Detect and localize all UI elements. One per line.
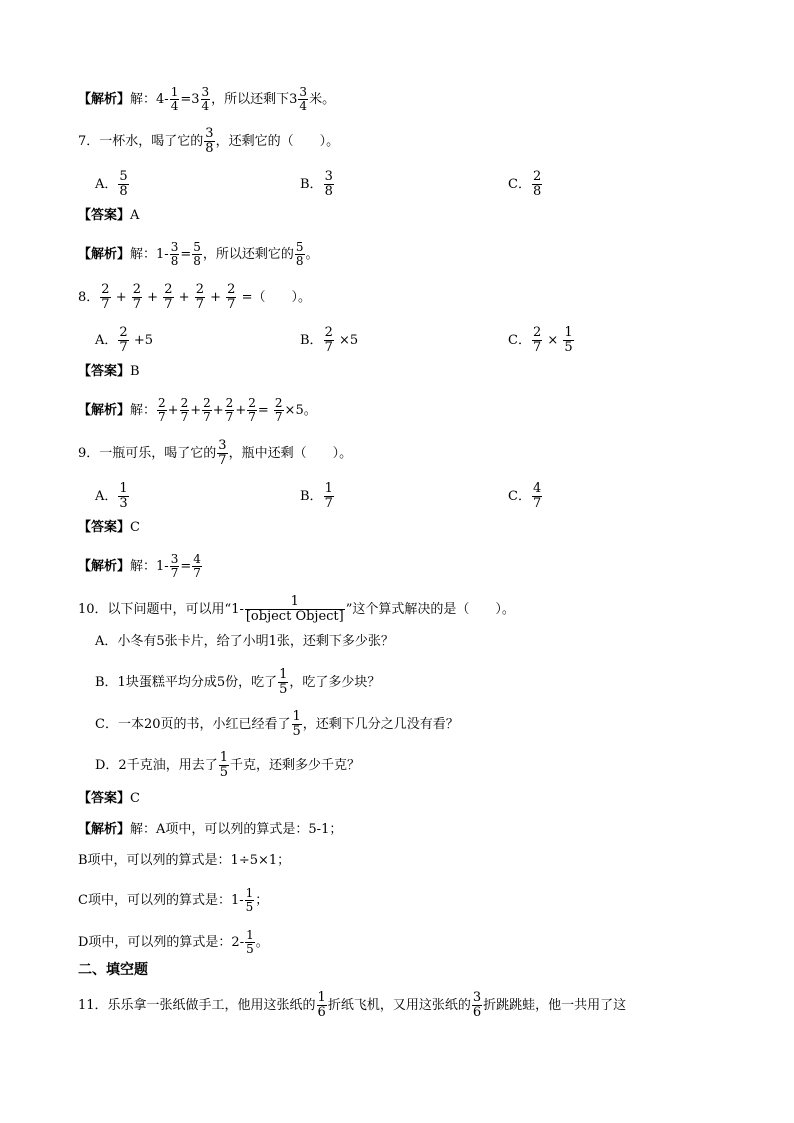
analysis-q6: 【解析】解：4- $\frac{1}{4}$ =3 $\frac{3}{4}$ ，所以还剩下3 $\frac{3}{4}$ 米。 — [78, 85, 336, 113]
fraction: $\frac{3}{8}$ — [170, 240, 179, 268]
section-heading: 二、填空题 — [78, 962, 148, 978]
option-a[interactable]: A． $\frac{1}{3}$ — [95, 481, 128, 511]
question-8: 8． $\frac{2}{7}$ + $\frac{2}{7}$ + $\frac{2}{7}$ + $\frac{2}{7}$ + $\frac{2}{7}$ =（ ）。 — [78, 282, 311, 312]
fraction: $\frac{5}{8}$ — [295, 240, 304, 268]
option-d[interactable]: D．2千克油，用去了 $\frac{1}{5}$ 千克，还剩多少千克？ — [95, 750, 360, 780]
fraction: $\frac{5}{8}$ — [193, 240, 201, 268]
answer-q8: 【答案】B — [78, 364, 140, 379]
option-b[interactable]: B． $\frac{1}{7}$ — [300, 481, 333, 511]
question-10: 10．以下问题中，可以用“1- $\frac{1}{\text{[object Object]}}$ ”这个算式解决的是（ ）。 — [78, 594, 515, 624]
question-9: 9．一瓶可乐，喝了它的 $\frac{3}{7}$ ，瓶中还剩（ ）。 — [78, 438, 353, 468]
fraction: $\frac{3}{4}$ — [201, 85, 210, 113]
fraction: $\frac{3}{8}$ — [205, 126, 214, 156]
analysis-q10-b: B项中，可以列的算式是：1÷5×1； — [78, 853, 291, 868]
fraction: $\frac{1}{4}$ — [170, 85, 179, 113]
answer-q9: 【答案】C — [78, 520, 140, 535]
fraction: $\frac{2}{8}$ — [532, 169, 542, 199]
option-c[interactable]: C． $\frac{4}{7}$ — [508, 481, 542, 511]
analysis-q10-c: C项中，可以列的算式是：1- $\frac{1}{5}$ ； — [78, 886, 269, 914]
fraction: $\frac{5}{8}$ — [119, 169, 128, 199]
option-b[interactable]: B． $\frac{2}{7}$ ×5 — [300, 325, 359, 355]
question-11: 11．乐乐拿一张纸做手工，他用这张纸的 $\frac{1}{6}$ 折纸飞机，又用这张纸的 $\frac{3}{6}$ 折跳跳蛙，他一共用了这 — [78, 990, 627, 1020]
question-7: 7．一杯水，喝了它的 $\frac{3}{8}$ ，还剩它的（ ）。 — [78, 126, 340, 156]
fraction: $\frac{3}{4}$ — [299, 85, 308, 113]
analysis-q7: 【解析】解：1- $\frac{3}{8}$ = $\frac{5}{8}$ ，所以还剩它的 $\frac{5}{8}$ 。 — [78, 240, 319, 268]
option-a[interactable]: A．小冬有5张卡片，给了小明1张，还剩下多少张？ — [95, 634, 394, 649]
fraction: $\frac{3}{8}$ — [324, 169, 333, 199]
option-b[interactable]: B． $\frac{3}{8}$ — [300, 169, 333, 199]
option-c[interactable]: C．一本20页的书，小红已经看了 $\frac{1}{5}$ ，还剩下几分之几没有看？ — [95, 709, 459, 739]
analysis-q8: 【解析】解： $\frac{2}{7}$ + $\frac{2}{7}$ + $\frac{2}{7}$ + $\frac{2}{7}$ + $\frac{2}{7}$ = $\frac{2}{7}$ ×5。 — [78, 396, 317, 424]
answer-q7: 【答案】A — [78, 208, 140, 223]
option-a[interactable]: A． $\frac{2}{7}$ +5 — [95, 325, 153, 355]
analysis-q10-d: D项中，可以列的算式是：2- $\frac{1}{5}$ 。 — [78, 928, 269, 956]
analysis-q10: 【解析】解：A项中，可以列的算式是：5-1； — [78, 822, 343, 837]
analysis-q9: 【解析】解：1- $\frac{3}{7}$ = $\frac{4}{7}$ — [78, 552, 201, 580]
option-a[interactable]: A． $\frac{5}{8}$ — [95, 169, 128, 199]
option-c[interactable]: C． $\frac{2}{7}$ × $\frac{1}{5}$ — [508, 325, 573, 355]
analysis-label: 【解析】 — [78, 92, 131, 107]
option-c[interactable]: C． $\frac{2}{8}$ — [508, 169, 542, 199]
answer-q10: 【答案】C — [78, 791, 140, 806]
option-b[interactable]: B．1块蛋糕平均分成5份，吃了 $\frac{1}{5}$ ，吃了多少块？ — [95, 667, 381, 697]
